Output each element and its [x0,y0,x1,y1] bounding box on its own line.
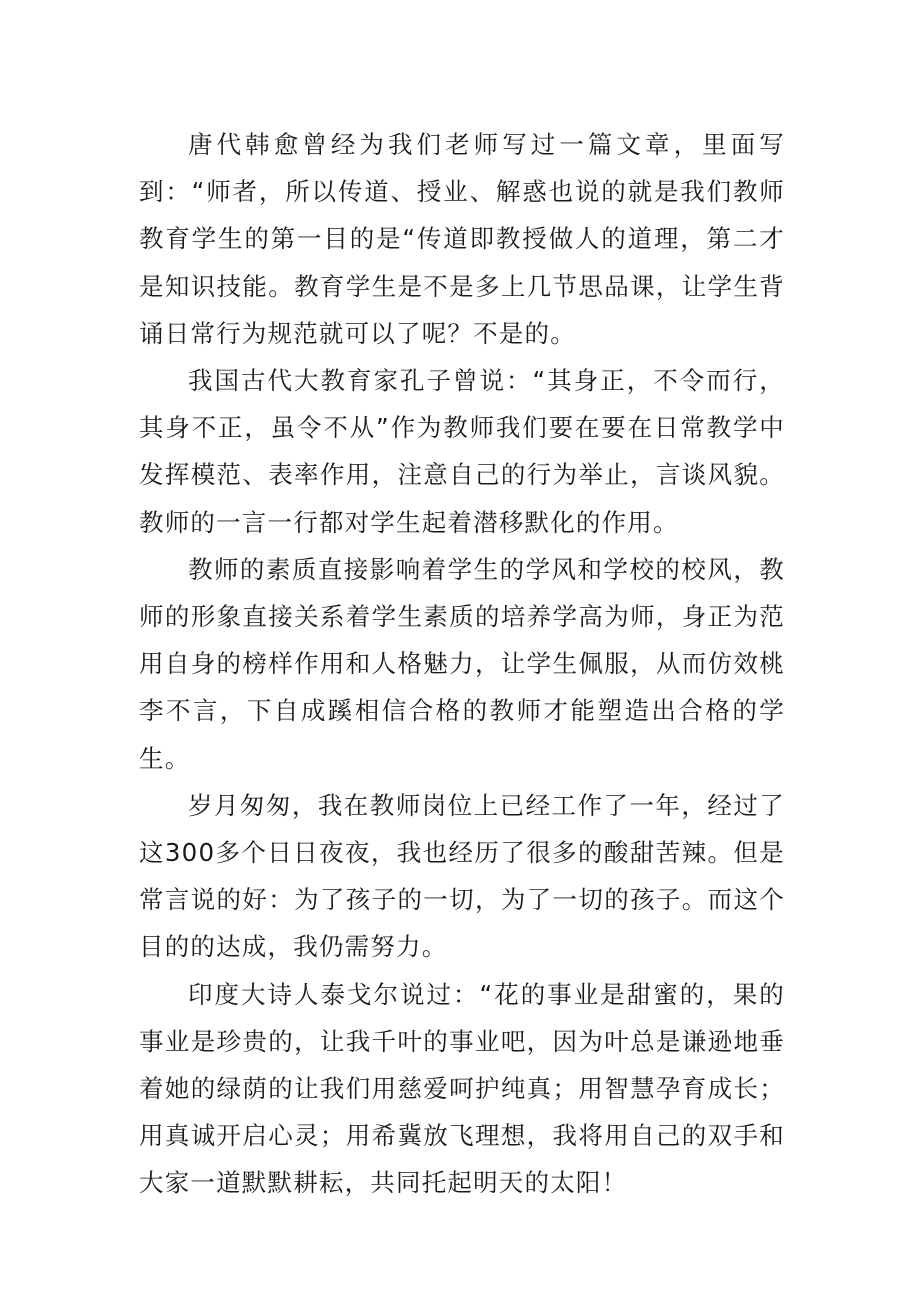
paragraph-one-year: 岁月匆匆，我在教师岗位上已经工作了一年，经过了这300多个日日夜夜，我也经历了很多的酸甜苦辣。但是常言说的好：为了孩子的一切，为了一切的孩子。而这个目的的达成，我仍需努力。 [139,790,785,962]
paragraph-confucius: 我国古代大教育家孔子曾说：“其身正，不令而行，其身不正，虽令不从”作为教师我们要在要在日常教学中发挥模范、表率作用，注意自己的行为举止，言谈风貌。教师的一言一行都对学生起着潜移默化的作用。 [139,366,785,537]
paragraph-tagore: 印度大诗人泰戈尔说过：“花的事业是甜蜜的，果的事业是珍贵的，让我千叶的事业吧，因为叶总是谦逊地垂着她的绿荫的让我们用慈爱呵护纯真；用智慧孕育成长；用真诚开启心灵；用希冀放飞理想，我将用自己的双手和大家一道默默耕耘，共同托起明天的太阳！ [139,979,785,1198]
document-body [139,121,785,1207]
paragraph-teacher-quality: 教师的素质直接影响着学生的学风和学校的校风，教师的形象直接关系着学生素质的培养学高为师，身正为范用自身的榜样作用和人格魅力，让学生佩服，从而仿效桃李不言，下自成蹊相信合格的教师才能塑造出合格的学生。 [139,554,785,773]
paragraph-han-yu: 唐代韩愈曾经为我们老师写过一篇文章，里面写到：“师者，所以传道、授业、解惑也说的就是我们教师教育学生的第一目的是“传道即教授做人的道理，第二才是知识技能。教育学生是不是多上几节思品课，让学生背诵日常行为规范就可以了呢？不是的。 [139,130,785,348]
